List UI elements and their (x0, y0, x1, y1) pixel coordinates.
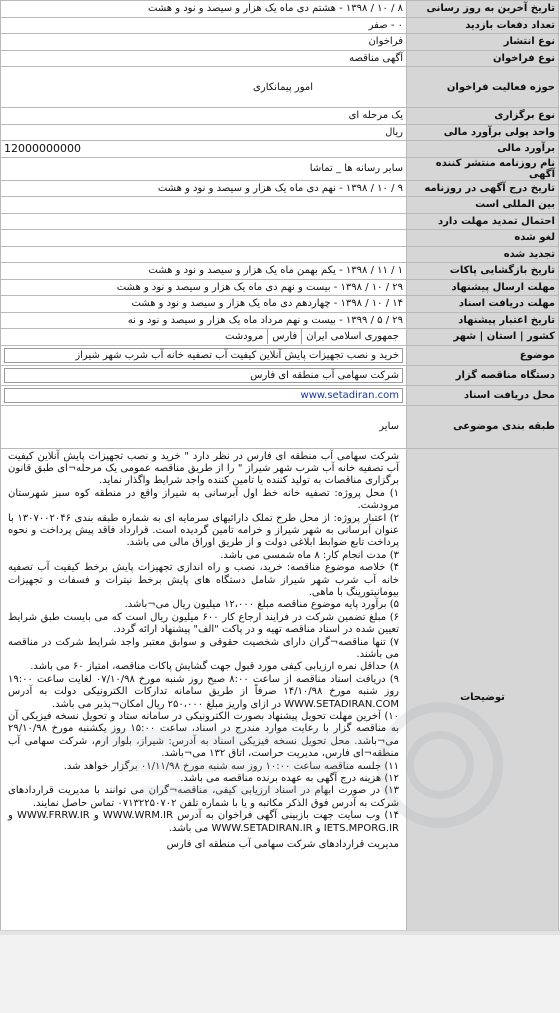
row-last-update (1, 1, 559, 18)
row-visit-count (1, 17, 559, 34)
note-line: ۴) خلاصه موضوع مناقصه: خرید، نصب و راه اندازی تجهیزات پایش برخط کیفیت آب تصفیه خانه آب شرب شهر شیراز شامل دستگاه های پایش برخط نیترات و فسفات و تجهیزات بیومانیتورینگ با ماهی. (8, 562, 399, 598)
value-organizer (1, 365, 407, 385)
label-notes: توضیحات (407, 448, 559, 946)
value-newspaper-date: ۹ / ۱۰ / ۱۳۹۸ - نهم دی ماه یک هزار و سیصد و نود و هشت (1, 180, 407, 197)
value-international (1, 197, 407, 214)
notes-body (4, 449, 403, 854)
note-line: ۱۱) جلسه مناقصه ساعت ۱۰:۰۰ روز سه شنبه مورخ ۰۱/۱۱/۹۸ برگزار خواهد شد. (63, 760, 399, 772)
estimate-number: 12000000000 (4, 142, 81, 156)
label-cancelled: لغو شده (407, 230, 559, 247)
note-line: ۳) مدت انجام کار: ۸ ماه شمسی می باشد. (220, 549, 399, 561)
organizer-text: شرکت سهامی آب منطقه ای فارس (4, 368, 403, 383)
row-renewed (1, 246, 559, 263)
location-country: جمهوری اسلامی ایران (301, 329, 403, 344)
row-location (1, 329, 559, 346)
note-line: ۱۴) وب سایت جهت بازبینی آگهی فراخوان به آدرس WWW.WRM.IR و WWW.FRRW.IR و IETS.MPORG.IR و WWW.SETADIRAN.IR می باشد. (8, 810, 400, 834)
label-category: طبقه بندی موضوعی (407, 405, 559, 448)
footer-edge (0, 931, 560, 935)
label-submit-deadline: مهلت ارسال پیشنهاد (407, 279, 559, 296)
label-estimate: برآورد مالی (407, 141, 559, 158)
value-last-update: ۸ / ۱۰ / ۱۳۹۸ - هشتم دی ماه یک هزار و سیصد و نود و هشت (1, 1, 407, 18)
row-docs-deadline (1, 296, 559, 313)
label-location: کشور | استان | شهر (407, 329, 559, 346)
value-currency: ریال (1, 124, 407, 141)
row-notes (1, 448, 559, 946)
label-activity-field: حوزه فعالیت فراخوان (407, 67, 559, 108)
value-submit-deadline: ۲۹ / ۱۰ / ۱۳۹۸ - بیست و نهم دی ماه یک هزار و سیصد و نود و هشت (1, 279, 407, 296)
value-docs-location (1, 385, 407, 405)
note-line: ۷) تنها مناقصه¬گران دارای شخصیت حقوقی و سوابق معتبر واجد شرایط شرکت در مناقصه می باشند. (8, 636, 399, 660)
row-estimate (1, 141, 559, 158)
note-line: ۸) حداقل نمره ارزیابی کیفی مورد قبول جهت گشایش پاکات مناقصه، امتیاز ۶۰ می باشد. (30, 661, 399, 673)
row-cancelled (1, 230, 559, 247)
note-line: ۱) محل پروژه: تصفیه خانه خط اول آبرسانی به شیراز واقع در منطقه کوه سبز شهرستان مرودشت. (8, 487, 399, 512)
label-currency: واحد پولی برآورد مالی (407, 124, 559, 141)
note-line: ۱۰) آخرین مهلت تحویل پیشنهاد بصورت الکترونیکی در سامانه ستاد و تحویل نسخه فیزیکی آن به مناقصه گزار با رعایت موارد مندرج در اسناد، ساعت ۱۵:۰۰ روز یکشنبه مورخ ۲۹/۱۰/۹۸ می¬باشد. محل تحویل نسخه فیزیکی اسناد به آدرس: شیراز، بلوار ارم، شرکت سهامی آب منطقه¬ای فارس، مدیریت حراست، اتاق ۱۳۲ می¬باشد. (8, 711, 399, 760)
value-docs-deadline: ۱۴ / ۱۰ / ۱۳۹۸ - چهاردهم دی ماه یک هزار و سیصد و نود و هشت (1, 296, 407, 313)
row-call-type (1, 50, 559, 67)
value-publish-type: فراخوان (1, 34, 407, 51)
note-line: ۶) مبلغ تضمین شرکت در فرایند ارجاع کار ۶۰۰ میلیون ریال است که می بایست طبق شرایط تعیین شده در اسناد مناقصه تهیه و در پاکت "الف" پیشنهاد ارائه گردد. (8, 611, 399, 636)
subject-text: خرید و نصب تجهیزات پایش آنلاین کیفیت آب تصفیه خانه آب شرب شهر شیراز (4, 348, 403, 363)
row-subject (1, 345, 559, 365)
row-opening-date (1, 263, 559, 280)
value-subject (1, 345, 407, 365)
value-call-type: آگهی مناقصه (1, 50, 407, 67)
note-line: ۲) اعتبار پروژه: از محل طرح تملک دارائیهای سرمایه ای به شماره طبقه بندی ۱۳۰۷۰۰۲۰۴۶ با عنوان آبرسانی به شهر شیراز و خرامه تامین گردیده است. قرارداد فاقد پیش پرداخت و نحوه پرداخت تابع ضوابط ابلاغی دولت و از طریق اوراق مالی می باشد. (8, 512, 399, 549)
value-notes (1, 448, 407, 946)
location-parts (4, 329, 403, 344)
value-cancelled (1, 230, 407, 247)
row-international (1, 197, 559, 214)
label-newspaper-date: تاریخ درج آگهی در روزنامه (407, 180, 559, 197)
activity-text: امور پیمانکاری (253, 81, 313, 93)
label-call-type: نوع فراخوان (407, 50, 559, 67)
value-validity: ۲۹ / ۵ / ۱۳۹۹ - بیست و نهم مرداد ماه یک هزار و سیصد و نود و نه (1, 312, 407, 329)
note-line: ۱۲) هزینه درج آگهی به عهده برنده مناقصه می باشد. (180, 773, 399, 785)
label-extension: احتمال تمدید مهلت دارد (407, 213, 559, 230)
row-holding-type (1, 108, 559, 125)
row-activity-field (1, 67, 559, 108)
row-newspaper-date (1, 180, 559, 197)
value-extension (1, 213, 407, 230)
label-newspaper: نام روزنامه منتشر کننده آگهی (407, 157, 559, 180)
value-estimate (1, 141, 407, 158)
row-currency (1, 124, 559, 141)
location-city: مرودشت (224, 331, 264, 343)
row-validity (1, 312, 559, 329)
label-international: بین المللی است (407, 197, 559, 214)
page-footer-band (0, 930, 560, 1013)
label-visit-count: تعداد دفعات بازدید (407, 17, 559, 34)
value-holding-type: یک مرحله ای (1, 108, 407, 125)
category-text: سایر (379, 421, 399, 432)
note-signature: مدیریت قراردادهای شرکت سهامی آب منطقه ای فارس (166, 839, 399, 851)
row-organizer (1, 365, 559, 385)
value-opening-date: ۱ / ۱۱ / ۱۳۹۸ - یکم بهمن ماه یک هزار و سیصد و نود و هشت (1, 263, 407, 280)
note-line: شرکت سهامی آب منطقه ای فارس در نظر دارد " خرید و نصب تجهیزات پایش آنلاین کیفیت آب تصفیه خانه آب شرب شهر شیراز " را از طریق مناقصه عمومی یک مرحله¬ای طبق قانون برگزاری مناقصات به تولید کننده یا تامین کننده واجد شرایط واگذار نماید. (8, 450, 399, 487)
label-last-update: تاریخ آخرین به روز رسانی (407, 1, 559, 18)
label-organizer: دستگاه مناقصه گزار (407, 365, 559, 385)
label-validity: تاریخ اعتبار پیشنهاد (407, 312, 559, 329)
label-docs-deadline: مهلت دریافت اسناد (407, 296, 559, 313)
row-extension (1, 213, 559, 230)
label-publish-type: نوع انتشار (407, 34, 559, 51)
label-opening-date: تاریخ بازگشایی پاکات (407, 263, 559, 280)
note-line: ۱۳) در صورت ابهام در اسناد ارزیابی کیفی، مناقصه¬گران می توانند با مدیریت قراردادهای شرکت به آدرس فوق الذکر مکاتبه و یا با شماره تلفن ۰۷۱۳۲۲۵۰۷۰۲ تماس حاصل نمایند. (8, 785, 399, 809)
location-province: فارس (267, 329, 301, 344)
row-submit-deadline (1, 279, 559, 296)
label-renewed: تجدید شده (407, 246, 559, 263)
value-visit-count: ۰ - صفر (1, 17, 407, 34)
value-category (1, 405, 407, 448)
note-line: ۹) دریافت اسناد مناقصه از ساعت ۸:۰۰ صبح روز شنبه مورخ ۰۷/۱۰/۹۸ لغایت ساعت ۱۹:۰۰ روز شنبه مورخ ۱۴/۱۰/۹۸ صرفاً از طریق سامانه تدارکات الکترونیکی دولت به آدرس WWW.SETADIRAN.COM در ازای واریز مبلغ ۲۵۰،۰۰۰ ریال امکان¬پذیر می باشد. (8, 673, 399, 710)
value-newspaper: سایر رسانه ها _ تماشا (1, 157, 407, 180)
note-line: ۵) برآورد پایه موضوع مناقصه مبلغ ۱۲،۰۰۰ میلیون ریال می¬باشد. (124, 599, 399, 611)
value-activity-field (1, 67, 407, 108)
label-docs-location: محل دریافت اسناد (407, 385, 559, 405)
row-publish-type (1, 34, 559, 51)
row-docs-location (1, 385, 559, 405)
row-category (1, 405, 559, 448)
label-holding-type: نوع برگزاری (407, 108, 559, 125)
value-renewed (1, 246, 407, 263)
label-subject: موضوع (407, 345, 559, 365)
row-newspaper (1, 157, 559, 180)
value-location (1, 329, 407, 346)
docs-link[interactable]: www.setadiran.com (4, 388, 403, 403)
